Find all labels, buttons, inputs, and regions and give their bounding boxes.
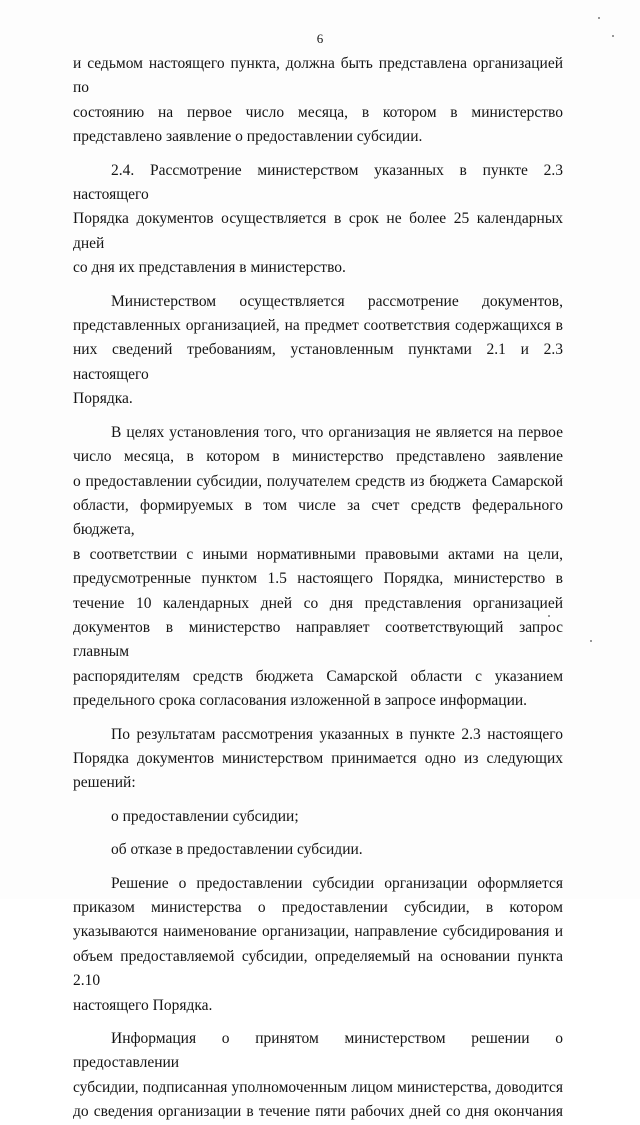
scan-speck xyxy=(590,640,592,642)
paragraph-line: о предоставлении субсидии, получателем средств из бюджета Самарской xyxy=(73,472,563,490)
list-item: о предоставлении субсидии; xyxy=(111,807,299,825)
paragraph-line: Порядка документов министерством принимается одно из следующих xyxy=(73,749,563,767)
paragraph-line: течение 10 календарных дней со дня представления организацией xyxy=(73,594,563,612)
paragraph-line: В целях установления того, что организация не является на первое xyxy=(111,423,563,441)
scan-speck xyxy=(598,17,600,19)
page-number: 6 xyxy=(316,31,324,46)
paragraph-line: области, формируемых в том числе за счет средств федерального бюджета, xyxy=(73,496,563,539)
paragraph-line: Министерством осуществляется рассмотрение документов, xyxy=(111,292,563,310)
paragraph-line: 2.4. Рассмотрение министерством указанных в пункте 2.3 настоящего xyxy=(73,161,563,204)
paragraph-line: в соответствии с иными нормативными правовыми актами на цели, xyxy=(73,545,563,563)
paragraph-line: представлено заявление о предоставлении субсидии. xyxy=(73,128,423,146)
scan-speck xyxy=(548,615,550,617)
paragraph-line: до сведения организации в течение пяти рабочих дней со дня окончания xyxy=(73,1103,563,1121)
paragraph-line: Решение о предоставлении субсидии организации оформляется xyxy=(111,874,563,892)
paragraph-line: Порядка документов осуществляется в срок не более 25 календарных дней xyxy=(73,210,563,252)
paragraph-line: предельного срока согласования изложенной в запросе информации. xyxy=(73,692,528,710)
paragraph-line: указываются наименование организации, направление субсидирования и xyxy=(73,923,563,941)
paragraph-line: приказом министерства о предоставлении субсидии, в котором xyxy=(73,899,563,916)
paragraph-line: документов в министерство направляет соответствующий запрос главным xyxy=(73,618,563,661)
paragraph-line: них сведений требованиям, установленным пунктами 2.1 и 2.3 настоящего xyxy=(73,341,563,383)
paragraph-line: объем предоставляемой субсидии, определяемый на основании пункта 2.10 xyxy=(73,947,563,990)
paragraph-line: Порядка. xyxy=(73,390,133,408)
paragraph-line: настоящего Порядка. xyxy=(73,996,213,1014)
list-item: об отказе в предоставлении субсидии. xyxy=(111,841,363,859)
paragraph-line: число месяца, в котором в министерство представлено заявление xyxy=(73,448,563,466)
document-body xyxy=(73,52,563,1125)
paragraph-line: субсидии, подписанная уполномоченным лицом министерства, доводится xyxy=(73,1078,563,1096)
paragraph-line: распорядителям средств бюджета Самарской области с указанием xyxy=(73,667,563,685)
paragraph-line: представленных организацией, на предмет соответствия содержащихся в xyxy=(73,317,563,335)
paragraph-line: По результатам рассмотрения указанных в пункте 2.3 настоящего xyxy=(111,725,563,743)
scan-speck xyxy=(612,35,614,37)
paragraph-line: и седьмом настоящего пункта, должна быть представлена организацией по xyxy=(73,55,563,97)
paragraph-line: со дня их представления в министерство. xyxy=(73,259,346,277)
paragraph-line: состоянию на первое число месяца, в котором в министерство xyxy=(73,103,563,121)
paragraph-line: Информация о принятом министерством решении о предоставлении xyxy=(73,1030,563,1072)
paragraph-line: решений: xyxy=(73,774,136,792)
paragraph-line: предусмотренные пунктом 1.5 настоящего Порядка, министерство в xyxy=(73,570,563,588)
